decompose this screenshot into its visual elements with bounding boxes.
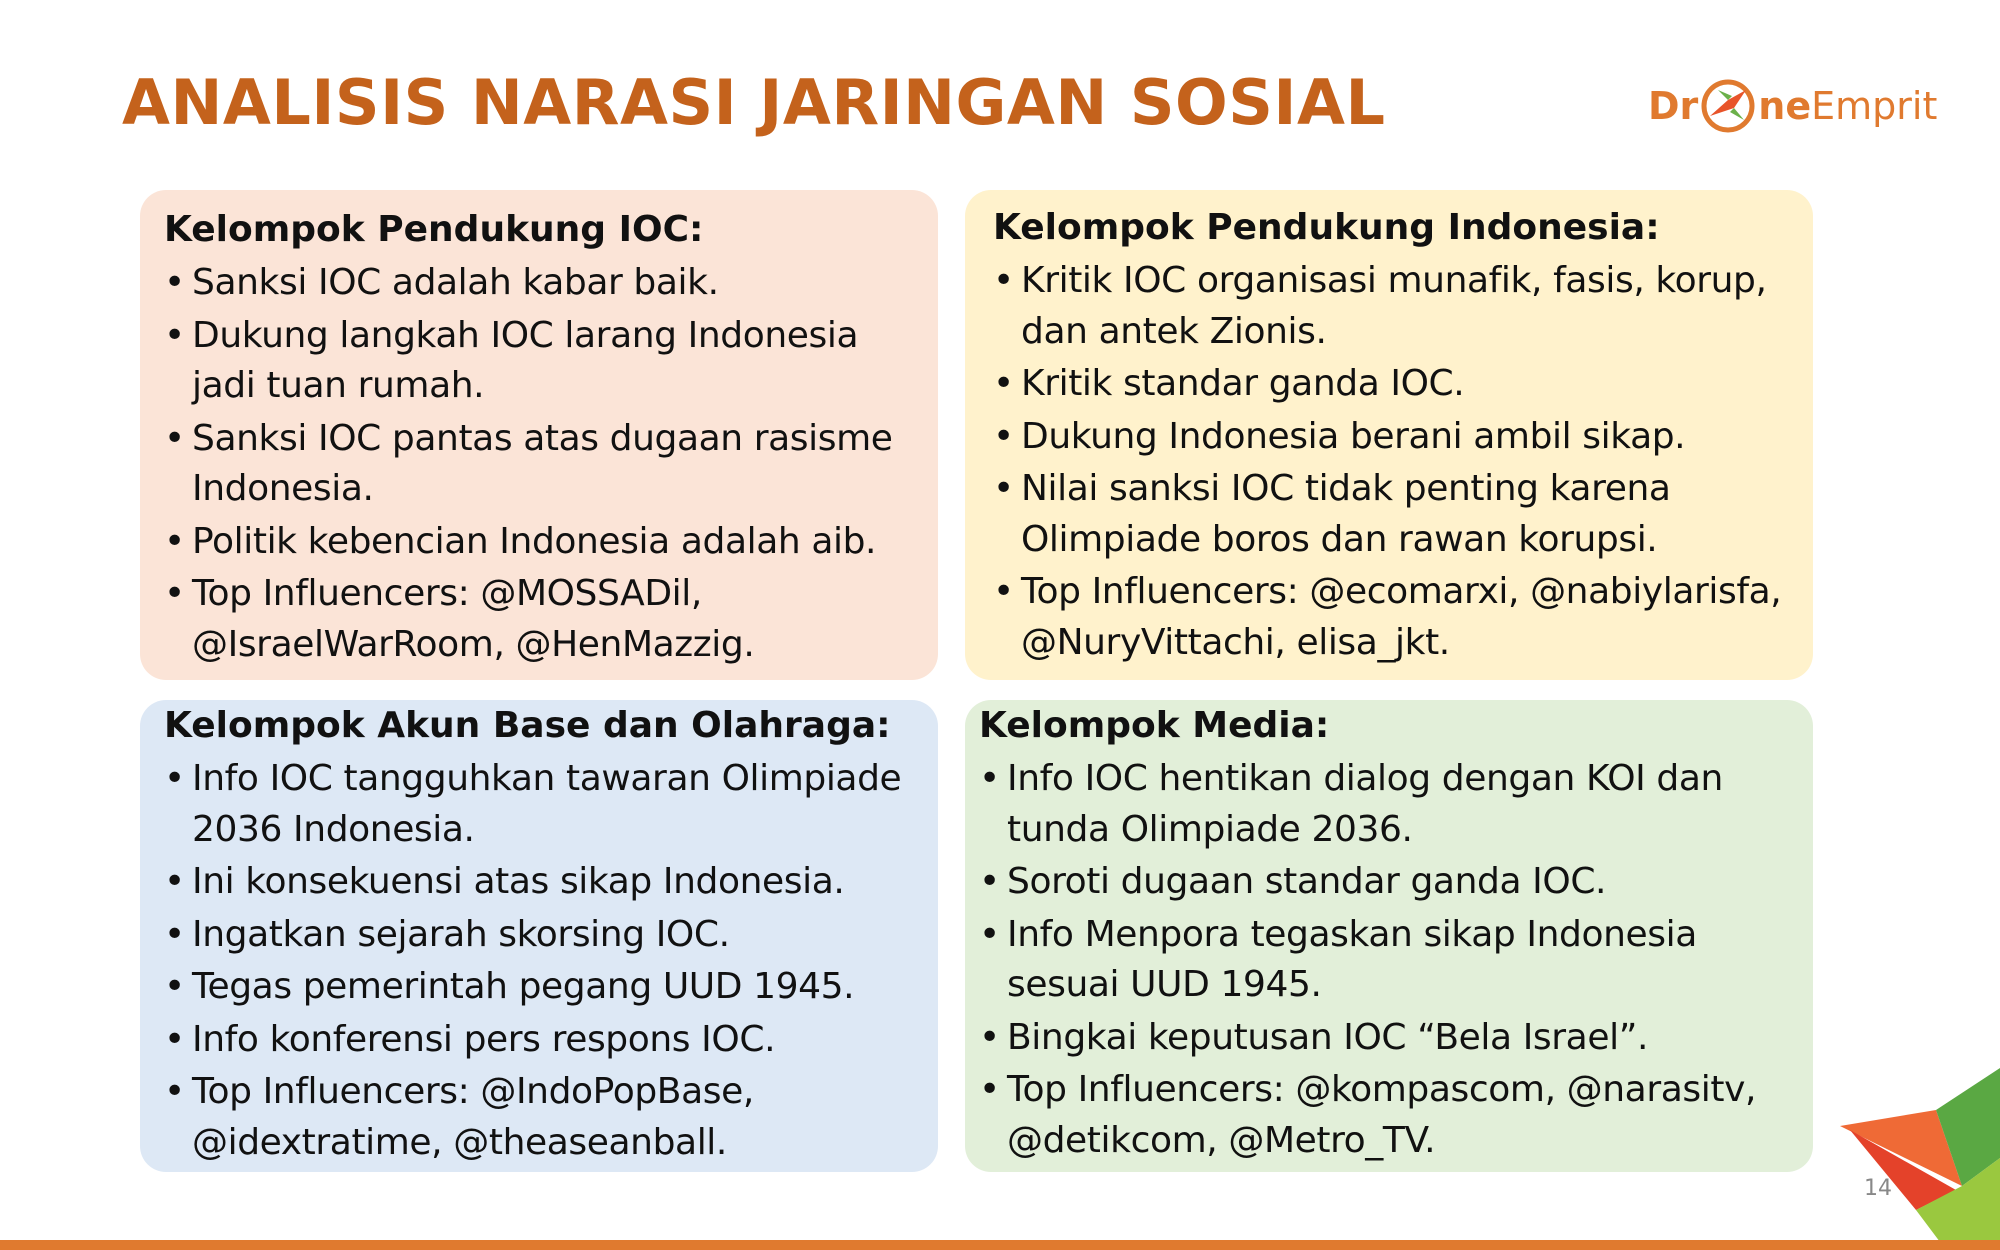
drone-logo-icon <box>1698 76 1758 136</box>
slide-title: ANALISIS NARASI JARINGAN SOSIAL <box>122 66 1386 139</box>
list-item: • Top Influencers: @kompascom, @narasitv, @detikcom, @Metro_TV. <box>979 1065 1793 1166</box>
list-item: • Top Influencers: @ecomarxi, @nabiylarisfa, @NuryVittachi, elisa_jkt. <box>993 567 1793 668</box>
card-media <box>965 700 1813 1172</box>
bottom-accent-bar <box>0 1240 2000 1250</box>
bullet-list <box>164 754 918 1168</box>
list-item: • Sanksi IOC pantas atas dugaan rasisme Indonesia. <box>164 414 918 515</box>
card-title: Kelompok Pendukung Indonesia: <box>993 207 1660 248</box>
list-item: • Ini konsekuensi atas sikap Indonesia. <box>164 857 918 908</box>
card-ioc-supporters <box>140 190 938 680</box>
bullet-list <box>993 256 1793 668</box>
card-title: Kelompok Akun Base dan Olahraga: <box>164 705 891 746</box>
list-item: • Info IOC hentikan dialog dengan KOI dan tunda Olimpiade 2036. <box>979 754 1793 855</box>
list-item: • Soroti dugaan standar ganda IOC. <box>979 857 1793 908</box>
list-item: • Politik kebencian Indonesia adalah aib. <box>164 517 918 568</box>
card-title: Kelompok Pendukung IOC: <box>164 209 704 250</box>
list-item: • Top Influencers: @IndoPopBase, @idextratime, @theaseanball. <box>164 1067 918 1168</box>
corner-decoration-icon <box>1820 1040 2000 1250</box>
list-item: • Info konferensi pers respons IOC. <box>164 1015 918 1066</box>
list-item: • Nilai sanksi IOC tidak penting karena Olimpiade boros dan rawan korupsi. <box>993 464 1793 565</box>
list-item: • Tegas pemerintah pegang UUD 1945. <box>164 962 918 1013</box>
card-base-sports-accounts <box>140 700 938 1172</box>
list-item: • Info IOC tangguhkan tawaran Olimpiade 2036 Indonesia. <box>164 754 918 855</box>
list-item: • Kritik IOC organisasi munafik, fasis, korup, dan antek Zionis. <box>993 256 1793 357</box>
list-item: • Kritik standar ganda IOC. <box>993 359 1793 410</box>
list-item: • Bingkai keputusan IOC “Bela Israel”. <box>979 1013 1793 1064</box>
bullet-list <box>979 754 1793 1166</box>
logo-text-right: Emprit <box>1811 84 1938 128</box>
card-title: Kelompok Media: <box>979 705 1330 746</box>
logo-text-mid: ne <box>1758 84 1812 128</box>
page-number: 14 <box>1864 1176 1892 1201</box>
list-item: • Ingatkan sejarah skorsing IOC. <box>164 910 918 961</box>
logo-text-left: Dr <box>1648 84 1699 128</box>
card-indonesia-supporters <box>965 190 1813 680</box>
list-item: • Top Influencers: @MOSSADil, @IsraelWarRoom, @HenMazzig. <box>164 569 918 670</box>
drone-emprit-logo <box>1648 68 1938 144</box>
list-item: • Info Menpora tegaskan sikap Indonesia sesuai UUD 1945. <box>979 910 1793 1011</box>
list-item: • Dukung langkah IOC larang Indonesia jadi tuan rumah. <box>164 311 918 412</box>
bullet-list <box>164 258 918 670</box>
list-item: • Dukung Indonesia berani ambil sikap. <box>993 412 1793 463</box>
list-item: • Sanksi IOC adalah kabar baik. <box>164 258 918 309</box>
